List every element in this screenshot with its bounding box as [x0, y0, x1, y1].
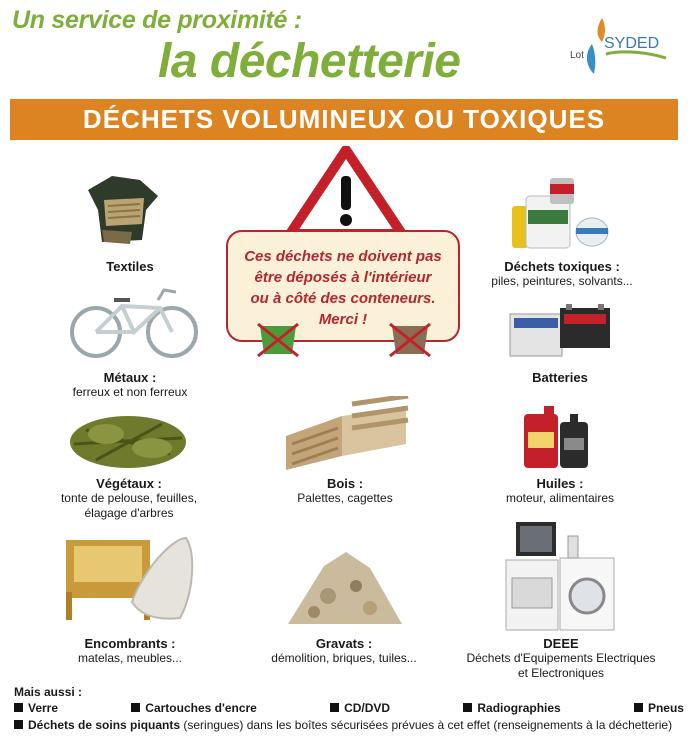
item-title: Huiles :	[536, 476, 584, 491]
item-huiles	[490, 476, 630, 506]
item-metaux	[50, 370, 210, 400]
warning-text	[232, 246, 454, 330]
warning-triangle-icon	[286, 146, 406, 238]
bullet-text: Pneus	[647, 701, 684, 715]
item-batteries	[500, 370, 620, 385]
section-banner	[10, 99, 678, 140]
item-vegetaux	[44, 476, 214, 521]
bullet-text: CD/DVD	[344, 701, 391, 715]
logo-text: SYDED	[604, 35, 660, 52]
item-desc: matelas, meubles...	[77, 651, 183, 665]
gravats-image	[284, 546, 406, 626]
square-bullet-icon	[330, 703, 339, 712]
sharps-rest: (seringues) dans les boîtes sécurisées prévues à cet effet (renseignements à la déchetterie)	[180, 718, 673, 732]
bullet-item	[330, 701, 390, 715]
crossed-brown-bin-icon	[388, 322, 432, 358]
syded-logo	[566, 14, 676, 84]
warning-line: être déposés à l'intérieur	[254, 269, 432, 286]
bullet-item	[14, 701, 58, 715]
item-encombrants	[50, 636, 210, 666]
vegetaux-image	[66, 404, 190, 474]
square-bullet-icon	[131, 703, 140, 712]
item-title: Encombrants :	[84, 636, 176, 651]
item-gravats	[254, 636, 434, 666]
bullet-item	[131, 701, 257, 715]
warning-line: ou à côté des conteneurs.	[250, 290, 436, 307]
crossed-green-bin-icon	[256, 322, 300, 358]
item-desc: Palettes, cagettes	[297, 491, 393, 505]
item-desc: et Electroniques	[517, 666, 605, 680]
huiles-image	[522, 404, 592, 470]
square-bullet-icon	[14, 720, 23, 729]
textiles-image	[82, 170, 162, 254]
item-desc: démolition, briques, tuiles...	[271, 651, 417, 665]
warning-line: Ces déchets ne doivent pas	[244, 248, 442, 265]
item-title: Bois :	[326, 476, 364, 491]
logo-sub: Lot	[570, 50, 584, 61]
square-bullet-icon	[463, 703, 472, 712]
sharps-bold: Déchets de soins piquants	[28, 718, 181, 732]
palettes-image	[282, 396, 410, 472]
item-desc: ferreux et non ferreux	[72, 385, 188, 399]
encombrants-image	[62, 532, 202, 624]
item-desc: moteur, alimentaires	[505, 491, 615, 505]
item-desc: piles, peintures, solvants...	[491, 274, 633, 288]
page-title: la déchetterie	[158, 35, 461, 88]
bullet-item	[634, 701, 684, 715]
item-title: Textiles	[106, 259, 154, 274]
bullet-text: Cartouches d'encre	[145, 701, 257, 715]
warning-line: Merci !	[318, 311, 368, 328]
item-title: Végétaux :	[96, 476, 162, 491]
batteries-image	[508, 304, 612, 360]
bullet-text: Radiographies	[477, 701, 561, 715]
bullet-list	[14, 701, 684, 715]
banner-text: DÉCHETS VOLUMINEUX OU TOXIQUES	[82, 104, 606, 134]
also-heading: Mais aussi :	[14, 685, 83, 699]
item-desc: élagage d'arbres	[84, 506, 174, 520]
item-textiles	[70, 259, 190, 274]
sharps-note	[14, 718, 672, 732]
bullet-text: Verre	[28, 701, 59, 715]
item-title: Métaux :	[103, 370, 157, 385]
square-bullet-icon	[14, 703, 23, 712]
item-title: DEEE	[543, 636, 579, 651]
subtitle: Un service de proximité :	[12, 6, 302, 34]
item-desc: tonte de pelouse, feuilles,	[60, 491, 198, 505]
item-deee	[450, 636, 672, 681]
item-title: Gravats :	[315, 636, 373, 651]
item-desc: Déchets d'Equipements Electriques	[466, 651, 656, 665]
item-title: Batteries	[532, 370, 588, 385]
item-toxiques	[480, 259, 644, 289]
bullet-item	[463, 701, 560, 715]
toxiques-image	[510, 176, 610, 252]
bicycle-image	[68, 280, 198, 362]
deee-image	[504, 520, 616, 632]
square-bullet-icon	[634, 703, 643, 712]
item-bois	[270, 476, 420, 506]
item-title: Déchets toxiques :	[504, 259, 620, 274]
